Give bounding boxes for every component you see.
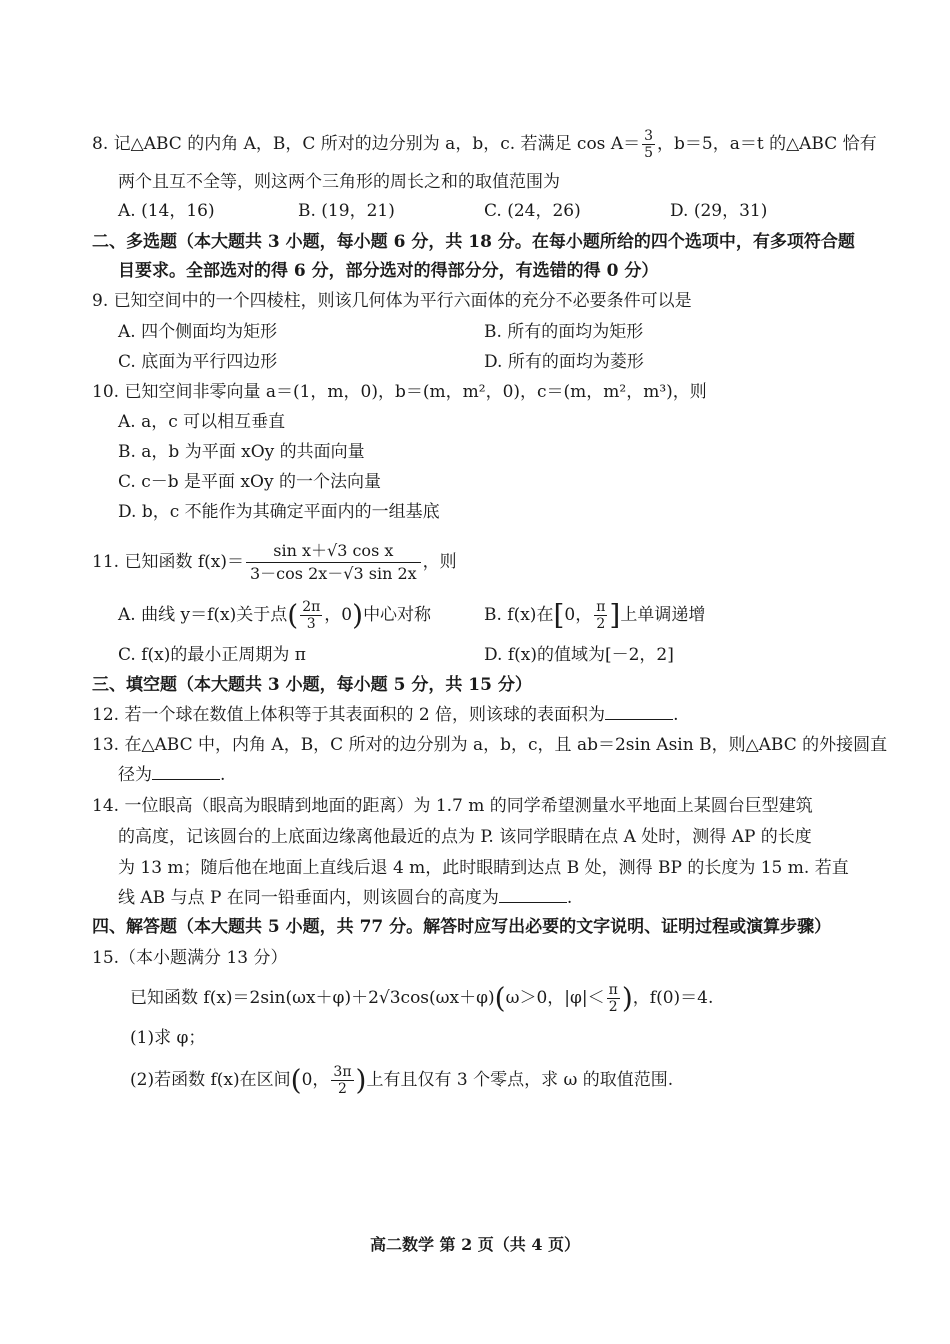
section2-heading-line1: 二、多选题（本大题共 3 小题，每小题 6 分，共 18 分。在每小题所给的四个选项中，有多项符合题 — [92, 232, 855, 252]
q9-option-b: B. 所有的面均为矩形 — [484, 322, 644, 342]
q8-line2: 两个且互不全等，则这两个三角形的周长之和的取值范围为 — [118, 172, 560, 192]
q15-stem: 已知函数 f(x)＝2sin(ωx＋φ)＋2√3cos(ωx＋φ)(ω＞0，|φ|＜ $\frac{\pi}{2}$ )，f(0)＝4. — [130, 981, 714, 1015]
q9-option-d: D. 所有的面均为菱形 — [484, 352, 644, 372]
q10-option-d: D. b，c 不能作为其确定平面内的一组基底 — [118, 502, 440, 522]
section3-heading: 三、填空题（本大题共 3 小题，每小题 5 分，共 15 分） — [92, 675, 532, 695]
q12-stem: 12. 若一个球在数值上体积等于其表面积的 2 倍，则该球的表面积为 . — [92, 705, 679, 725]
q8-option-c: C. (24，26) — [484, 201, 581, 221]
q11-function-fraction: $\frac{\text{sin x＋√3 cos x}}{3-\cos 2x-√3 \sin 2x}$ — [246, 540, 421, 585]
q10-option-a: A. a，c 可以相互垂直 — [118, 412, 286, 432]
answer-blank — [605, 703, 673, 720]
q11-option-a: A. 曲线 y＝f(x)关于点( $\frac{2\pi}{3}$ ，0)中心对称 — [118, 598, 432, 632]
answer-blank — [152, 763, 220, 780]
page-footer: 高二数学 第 2 页（共 4 页） — [369, 1235, 581, 1254]
q9-option-a: A. 四个侧面均为矩形 — [118, 322, 278, 342]
q8-option-a: A. (14，16) — [118, 201, 215, 221]
q9-option-c: C. 底面为平行四边形 — [118, 352, 278, 372]
q15-part1: (1)求 φ； — [130, 1028, 206, 1048]
q10-stem: 10. 已知空间非零向量 a＝(1，m，0)，b＝(m，m²，0)，c＝(m，m²，m³)，则 — [92, 382, 707, 402]
q11-option-b: B. f(x)在[0， $\frac{\pi}{2}$ ]上单调递增 — [484, 598, 706, 632]
q14-line2: 的高度，记该圆台的上底面边缘离他最近的点为 P. 该同学眼睛在点 A 处时，测得 AP 的长度 — [118, 827, 812, 847]
q15-part2: (2)若函数 f(x)在区间(0， $\frac{3\pi}{2}$ )上有且仅有 3 个零点，求 ω 的取值范围. — [130, 1063, 674, 1097]
q14-line4: 线 AB 与点 P 在同一铅垂面内，则该圆台的高度为 . — [118, 888, 573, 908]
q11-option-c: C. f(x)的最小正周期为 π — [118, 645, 306, 665]
q8-line1: 8. 记△ABC 的内角 A，B，C 所对的边分别为 a，b，c. 若满足 cos A＝ $\frac{3}{5}$ ，b＝5，a＝t 的△ABC 恰有 — [92, 128, 877, 161]
q8-option-d: D. (29，31) — [670, 201, 768, 221]
q13-line1: 13. 在△ABC 中，内角 A，B，C 所对的边分别为 a，b，c，且 ab＝2sin Asin B，则△ABC 的外接圆直 — [92, 735, 888, 755]
q10-option-c: C. c－b 是平面 xOy 的一个法向量 — [118, 472, 381, 492]
q8-fraction: $\frac{3}{5}$ — [644, 128, 654, 161]
q9-stem: 9. 已知空间中的一个四棱柱，则该几何体为平行六面体的充分不必要条件可以是 — [92, 291, 692, 311]
q11-stem: 11. 已知函数 f(x)＝ $\frac{\text{sin x＋√3 cos x}}{3-\cos 2x-√3 \sin 2x}$ ，则 — [92, 541, 457, 583]
section2-heading-line2: 目要求。全部选对的得 6 分，部分选对的得部分分，有选错的得 0 分） — [118, 261, 659, 281]
section4-heading: 四、解答题（本大题共 5 小题，共 77 分。解答时应写出必要的文字说明、证明过程或演算步骤） — [92, 917, 832, 937]
q10-option-b: B. a，b 为平面 xOy 的共面向量 — [118, 442, 365, 462]
q14-line1: 14. 一位眼高（眼高为眼睛到地面的距离）为 1.7 m 的同学希望测量水平地面上某圆台巨型建筑 — [92, 796, 813, 816]
q8-option-b: B. (19，21) — [298, 201, 395, 221]
q14-line3: 为 13 m；随后他在地面上直线后退 4 m，此时眼睛到达点 B 处，测得 BP 的长度为 15 m. 若直 — [118, 858, 849, 878]
q11-option-d: D. f(x)的值域为[－2，2] — [484, 645, 674, 665]
answer-blank — [499, 886, 567, 903]
q13-line2: 径为 . — [118, 765, 226, 785]
q15-header: 15.（本小题满分 13 分） — [92, 948, 288, 968]
